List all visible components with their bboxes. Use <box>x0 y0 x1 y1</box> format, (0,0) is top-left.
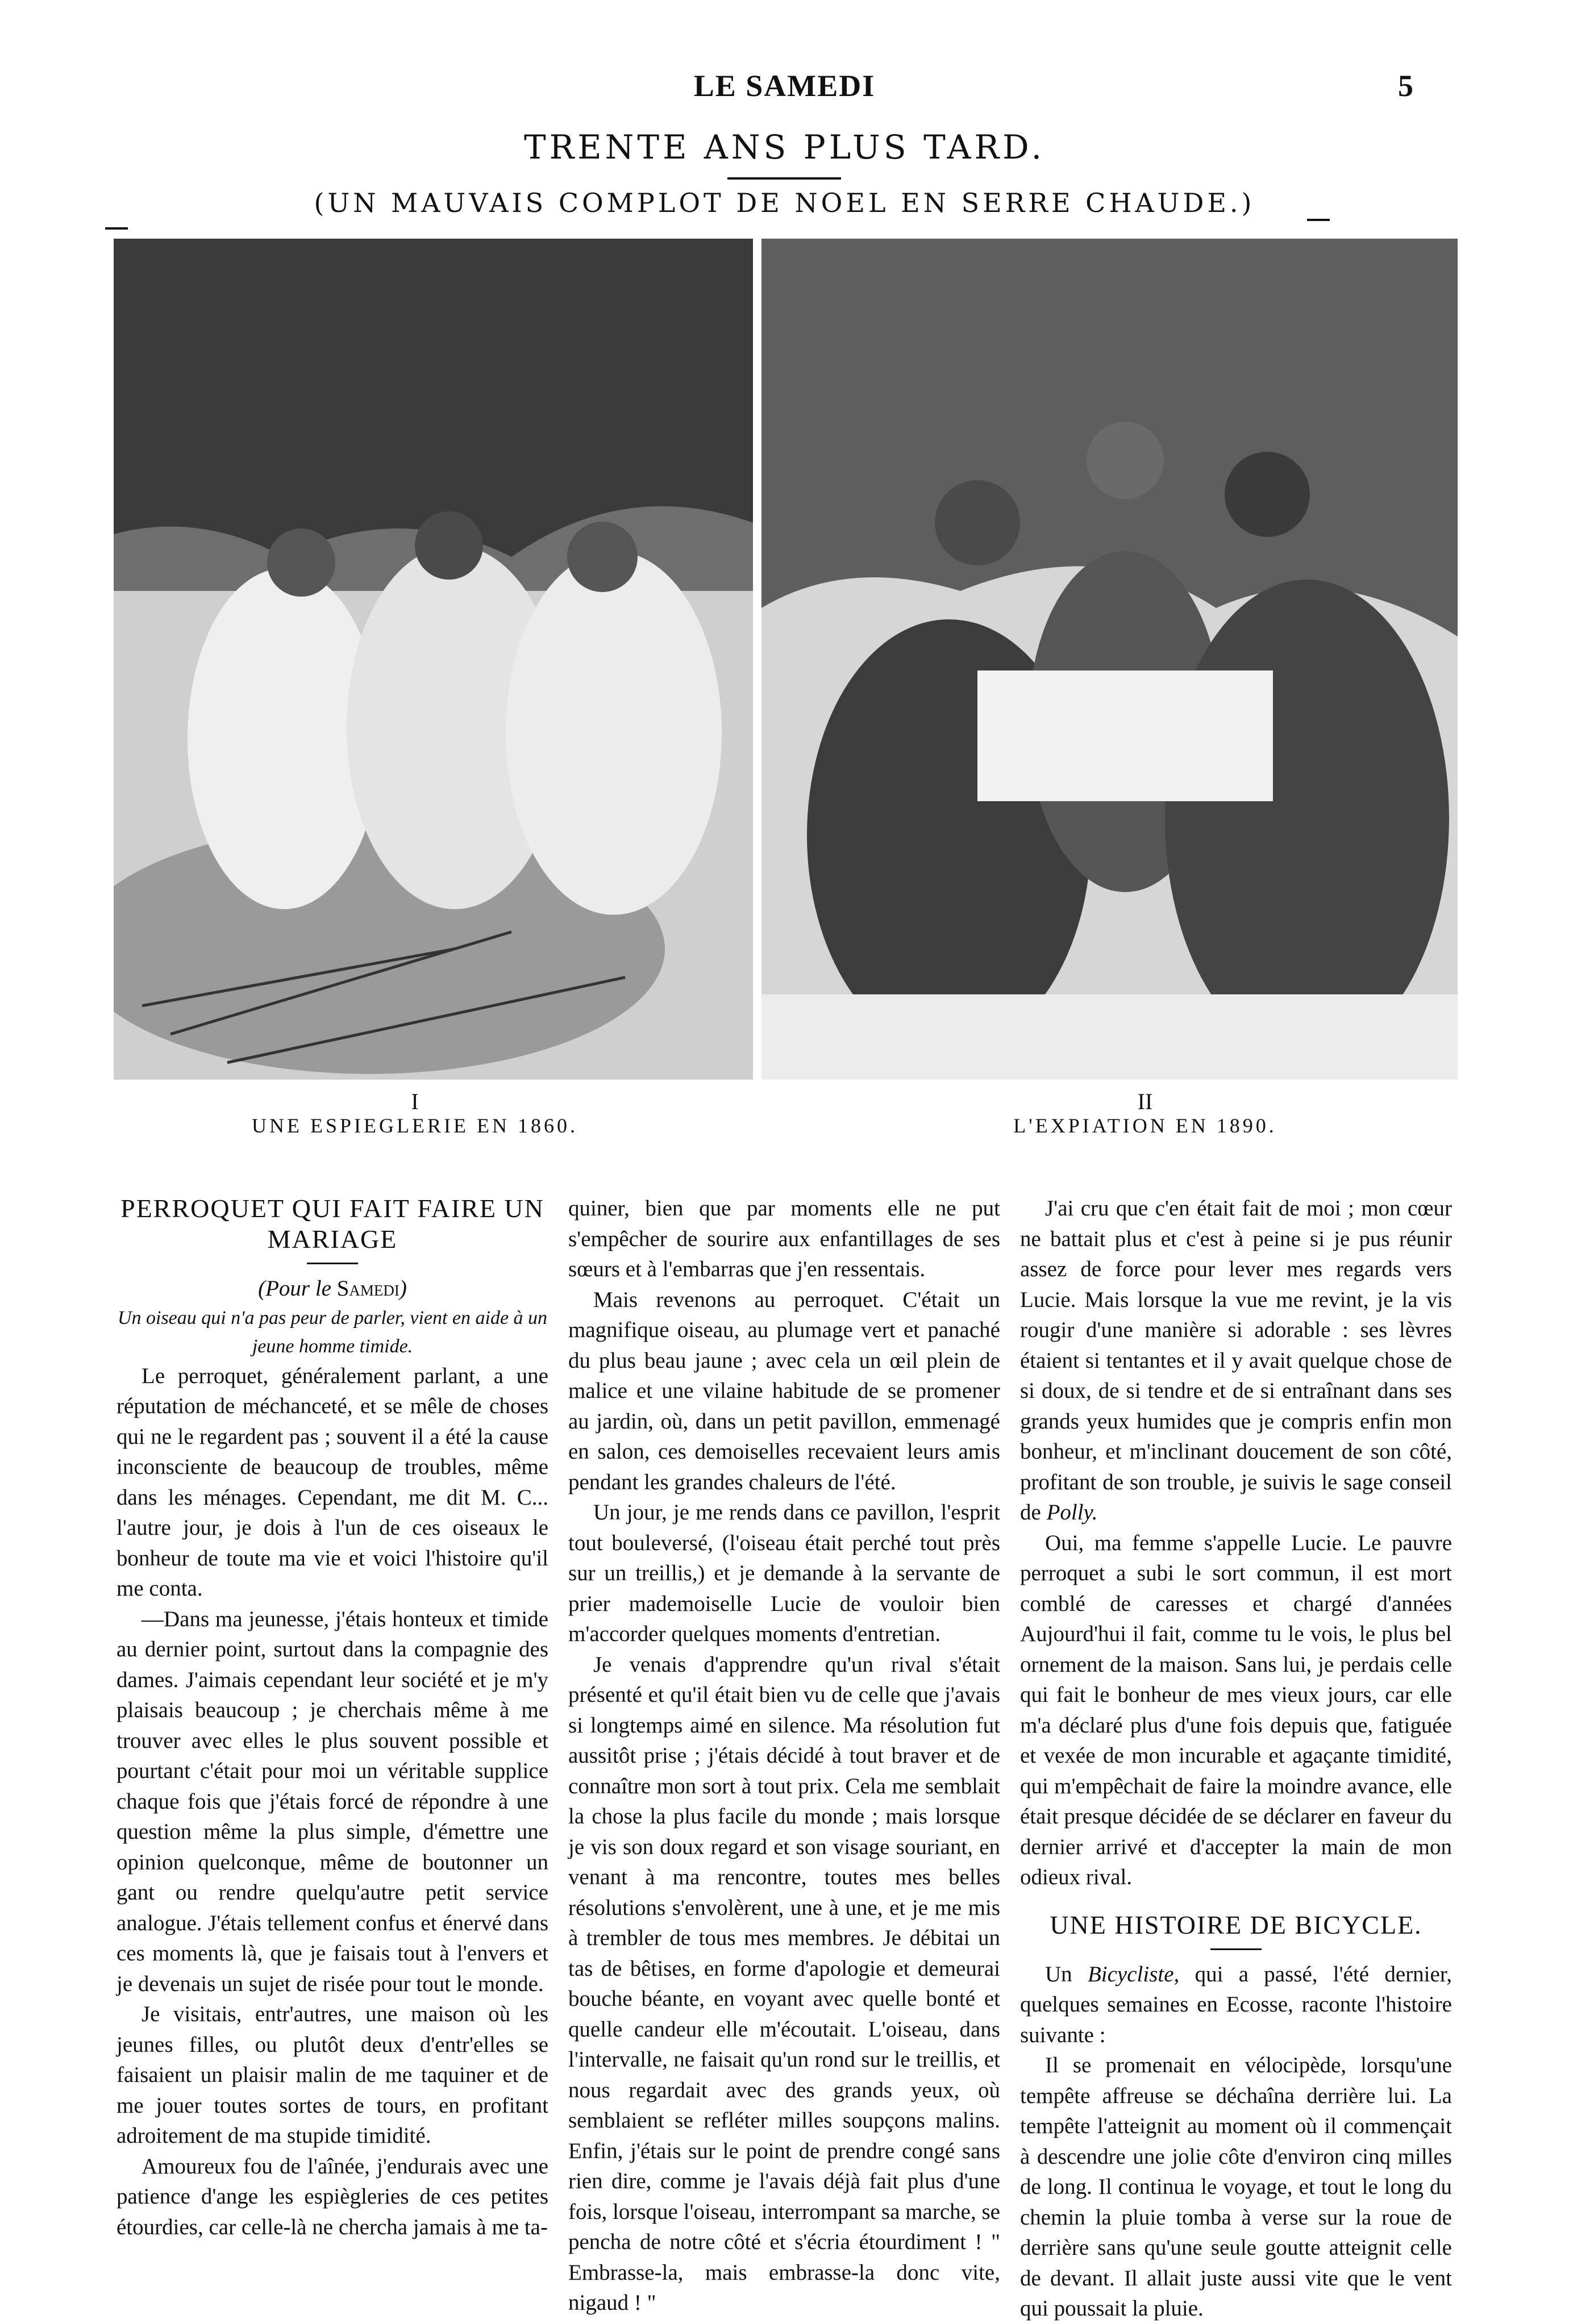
paragraph: Amoureux fou de l'aînée, j'endurais avec une patience d'ange les espiègleries de ces petites étourdies, car celle-là ne chercha jamais à me ta- <box>116 2154 548 2239</box>
title-divider <box>307 1263 358 1264</box>
paragraph: Mais revenons au perroquet. C'était un magnifique oiseau, au plumage vert et panaché du plus beau jaune ; avec cela un œil plein de malice et une vilaine habitude de se promener au jardin, où, dans un petit pavillon, emmenagé en salon, ces demoiselles recevaient leurs amis pendant les grandes chaleurs de l'été. <box>568 1287 1000 1494</box>
column-2 <box>568 1193 1000 2318</box>
article-tagline: Un oiseau qui n'a pas peur de parler, vient en aide à un jeune homme timide. <box>117 1307 548 1357</box>
margin-tick <box>105 227 128 230</box>
paragraph: Un jour, je me rends dans ce pavillon, l'esprit tout bouleversé, (l'oiseau était perché tout près sur un treillis,) et je demande à la servante de prier mademoiselle Lucie de vouloir bien m'accorder quelques moments d'entretian. <box>568 1500 1000 1646</box>
engraving-tea-party <box>761 239 1458 1080</box>
paragraph: Il se promenait en vélocipède, lorsqu'une tempête affreuse se déchaîna derrière lui. La tempête l'atteignit au moment où il commençait à descendre une jolie côte d'environ cinq milles de long. Il continua le voyage, et tout le long du chemin la pluie tomba à verse sur la roue de derrière sans qu'une seule goutte atteignit celle de devant. Il allait juste aussi vite que le vent qui poussait la pluie. <box>1020 2053 1452 2321</box>
title-divider <box>1210 1948 1262 1950</box>
paragraph: Je venais d'apprendre qu'un rival s'était présenté et qu'il était bien vu de celle que j'avais si longtemps aimé en silence. Ma résolution fut aussitôt prise ; j'étais décidé à tout braver et de connaître mon sort à tout prix. Cela me semblait la chose la plus facile du monde ; mais lorsque je vis son doux regard et son visage souriant, en venant à ma rencontre, toutes mes belles résolutions s'envolèrent, une à une, et je me mis à trembler de tous mes membres. Je débitai un tas de bêtises, en forme d'apologie et demeurai bouche béante, en voyant avec quelle bonté et quelle candeur elle m'écoutait. L'oiseau, dans l'intervalle, ne faisait qu'un rond sur le treillis, et nous regardait avec des grands yeux, où semblaient se refléter milles soupçons malins. Enfin, j'étais sur le point de prendre congé sans rien dire, comme je l'avais déjà fait plus d'une fois, lorsque l'oiseau, interrompant sa marche, se pencha de notre côté et s'écria étourdiment ! " Embrasse-la, mais embrasse-la donc vite, nigaud ! " <box>568 1652 1000 2315</box>
article-title: UNE HISTOIRE DE BICYCLE. <box>1050 1910 1422 1939</box>
column-3 <box>1020 1193 1452 2324</box>
page-title: TRENTE ANS PLUS TARD. <box>523 128 1046 166</box>
title-rule <box>727 177 841 180</box>
page-subtitle: (UN MAUVAIS COMPLOT DE NOEL EN SERRE CHAUDE.) <box>314 188 1255 218</box>
paragraph: Oui, ma femme s'appelle Lucie. Le pauvre perroquet a subi le sort commun, il est mort comblé de caresses et chargé d'années Aujourd'hui il fait, comme tu le vois, le plus bel ornement de la maison. Sans lui, je perdais celle qui fait le bonheur de mes vieux jours, car elle m'a déclaré plus d'une fois depuis que, fatiguée et vexée de mon incurable et agaçante timidité, qui m'empêchait de faire la moindre avance, elle était presque décidée de se déclarer en faveur du dernier arrivé et d'accepter la main de mon odieux rival. <box>1020 1530 1452 1889</box>
byline: (Pour le Samedi) <box>258 1276 407 1301</box>
article-title: PERROQUET QUI FAIT FAIRE UN MARIAGE <box>120 1194 544 1253</box>
illustration-number: II <box>1137 1089 1153 1114</box>
page-number: 5 <box>1398 69 1413 103</box>
illustration-caption: L'EXPIATION EN 1890. <box>1013 1114 1277 1137</box>
paragraph: Je visitais, entr'autres, une maison où les jeunes filles, ou plutôt deux d'entr'elles se faisaient un plaisir malin de me taquiner et de me jouer toutes sortes de tours, en profitant adroitement de ma stupide timidité. <box>116 2002 548 2148</box>
paragraph: Le perroquet, généralement parlant, a une réputation de méchanceté, et se mêle de choses qui ne le regardent pas ; souvent il a été la cause inconsciente de beaucoup de troubles, même dans les ménages. Cependant, me dit M. C... l'autre jour, je dois à l'un de ces oiseaux le bonheur de toute ma vie et voici l'histoire qu'il me conta. <box>116 1363 548 1601</box>
margin-tick <box>1307 219 1330 221</box>
paragraph: J'ai cru que c'en était fait de moi ; mon cœur ne battait plus et c'est à peine si je pus réunir assez de force pour lever mes regards vers Lucie. Mais lorsque la vue me revint, je la vis rougir d'une manière si adorable : ses lèvres étaient si tentantes et il y avait quelque chose de si doux, de si tendre et de si entraînant dans ses grands yeux humides que je compris enfin mon bonheur, et m'inclinant doucement de son côté, profitant de son trouble, je suivis le sage conseil de Polly. <box>1020 1196 1452 1525</box>
paragraph: Un Bicycliste, qui a passé, l'été dernier, quelques semaines en Ecosse, raconte l'histoire suivante : <box>1020 1961 1452 2047</box>
paragraph: —Dans ma jeunesse, j'étais honteux et timide au dernier point, surtout dans la compagnie des dames. J'aimais cependant leur société et je m'y plaisais beaucoup ; je cherchais même à me trouver avec elles le plus souvent possible et pourtant c'était pour moi un véritable supplice chaque fois que j'étais forcé de répondre à une question même la plus simple, d'émettre une opinion quelconque, même de boutonner un gant ou rendre quelqu'autre petit service analogue. J'étais tellement confus et énervé dans ces moments là, que je faisais tout à l'envers et je devenais un sujet de risée pour tout le monde. <box>116 1606 548 1996</box>
illustration-espieglerie <box>114 239 753 1080</box>
illustration-caption: UNE ESPIEGLERIE EN 1860. <box>252 1114 578 1137</box>
column-1 <box>116 1193 548 2242</box>
masthead: LE SAMEDI <box>693 69 876 103</box>
illustration-number: I <box>411 1089 419 1114</box>
paragraph: quiner, bien que par moments elle ne put s'empêcher de sourire aux enfantillages de ses sœurs et à l'embarras que j'en ressentais. <box>568 1196 1000 1281</box>
engraving-three-girls <box>114 239 753 1080</box>
illustration-expiation <box>761 239 1458 1080</box>
